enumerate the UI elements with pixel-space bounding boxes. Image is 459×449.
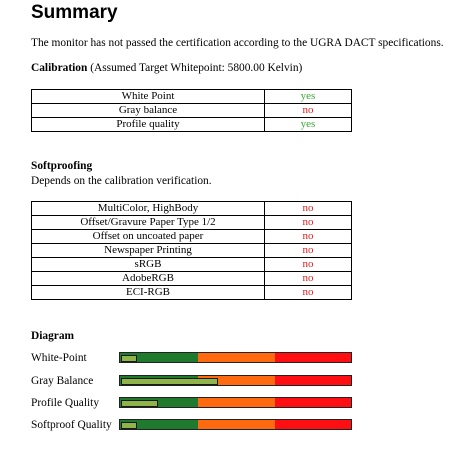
- diagram-bar-label: Gray Balance: [31, 375, 94, 387]
- row-result: no: [265, 104, 352, 118]
- calibration-table: [31, 89, 352, 132]
- row-result: no: [265, 272, 352, 286]
- diagram-bar: [119, 352, 352, 363]
- page-title: Summary: [31, 2, 118, 23]
- diagram-bar-label: Softproof Quality: [31, 419, 112, 431]
- bar-segment-bad: [275, 398, 351, 407]
- bar-segment-bad: [275, 353, 351, 362]
- row-result: yes: [265, 90, 352, 104]
- row-result: no: [265, 230, 352, 244]
- table-row: [32, 272, 352, 286]
- table-row: [32, 202, 352, 216]
- table-row: [32, 90, 352, 104]
- row-result: no: [265, 286, 352, 300]
- calibration-heading: Calibration: [31, 62, 88, 74]
- diagram-bar-label: White-Point: [31, 352, 87, 364]
- softproofing-heading: Softproofing: [31, 160, 93, 172]
- diagram-bar: [119, 419, 352, 430]
- diagram-bar-label: Profile Quality: [31, 397, 100, 409]
- softproofing-table: [31, 201, 352, 300]
- row-result: no: [265, 258, 352, 272]
- row-label: Gray balance: [32, 104, 265, 118]
- bar-segment-medium: [198, 353, 275, 362]
- table-row: [32, 244, 352, 258]
- softproofing-note: Depends on the calibration verification.: [31, 175, 212, 187]
- summary-text: The monitor has not passed the certification according to the UGRA DACT specifications.: [31, 37, 444, 49]
- row-result: no: [265, 216, 352, 230]
- row-label: Profile quality: [32, 118, 265, 132]
- table-row: [32, 286, 352, 300]
- table-row: [32, 258, 352, 272]
- bar-segment-medium: [198, 398, 275, 407]
- bar-level-marker: [121, 400, 158, 407]
- bar-level-marker: [121, 378, 218, 385]
- diagram-heading: Diagram: [31, 330, 75, 342]
- table-row: [32, 230, 352, 244]
- row-label: Offset/Gravure Paper Type 1/2: [32, 216, 265, 230]
- calibration-note: (Assumed Target Whitepoint: 5800.00 Kelvin): [90, 62, 303, 74]
- bar-level-marker: [121, 355, 137, 362]
- row-label: Offset on uncoated paper: [32, 230, 265, 244]
- bar-segment-medium: [198, 420, 275, 429]
- diagram-bar: [119, 397, 352, 408]
- row-result: no: [265, 202, 352, 216]
- bar-level-marker: [121, 422, 137, 429]
- calibration-heading-line: [31, 62, 302, 74]
- diagram-bar: [119, 375, 352, 386]
- table-row: [32, 104, 352, 118]
- row-label: Newspaper Printing: [32, 244, 265, 258]
- bar-segment-bad: [275, 420, 351, 429]
- row-result: yes: [265, 118, 352, 132]
- table-row: [32, 118, 352, 132]
- bar-segment-bad: [275, 376, 351, 385]
- row-label: ECI-RGB: [32, 286, 265, 300]
- row-label: White Point: [32, 90, 265, 104]
- table-row: [32, 216, 352, 230]
- row-result: no: [265, 244, 352, 258]
- row-label: AdobeRGB: [32, 272, 265, 286]
- row-label: MultiColor, HighBody: [32, 202, 265, 216]
- row-label: sRGB: [32, 258, 265, 272]
